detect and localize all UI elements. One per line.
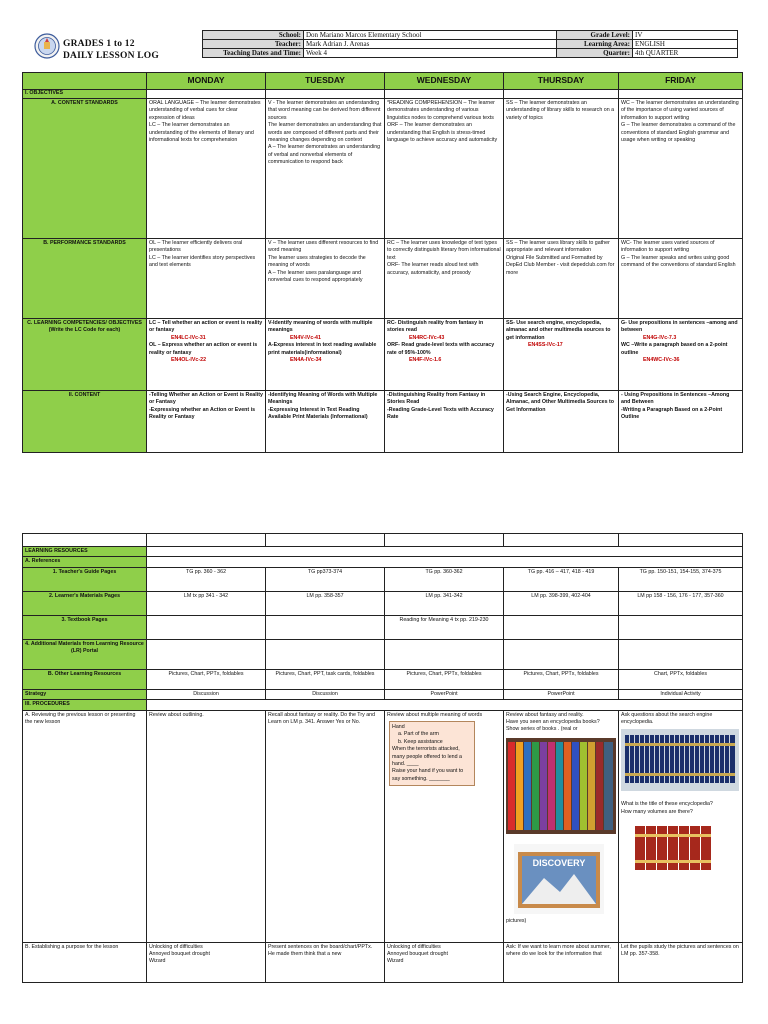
lc-code: EN4G-IVc-7.3 xyxy=(643,334,677,341)
learning-resources-row xyxy=(23,547,743,557)
additional-materials-mon xyxy=(147,639,266,669)
other-resources-fri: Chart, PPTx, foldables xyxy=(619,669,743,689)
competencies-wed xyxy=(385,319,504,391)
competency-text: LC – Tell whether an action or event is reality or fantasy xyxy=(149,320,263,334)
encyclopedia-set-image xyxy=(621,729,739,791)
strategy-thu: PowerPoint xyxy=(504,689,619,699)
band-cell xyxy=(266,90,385,99)
learning-area-label: Learning Area: xyxy=(557,40,633,49)
learning-resources-label: LEARNING RESOURCES xyxy=(23,547,147,557)
performance-standards-tue: V – The learner uses different resources to find word meaning The learner uses strategies to decode the meaning of words A – The learner uses paralanguage and nonverbal cues to respond appropriately xyxy=(266,239,385,319)
deped-seal-logo xyxy=(34,33,60,59)
lm-pages-fri: LM pp 158 - 156, 176 - 177, 357-360 xyxy=(619,591,743,615)
review-tue: Recall about fantasy or reality. Do the Try and Learn on LM p. 341. Answer Yes or No. xyxy=(266,710,385,942)
band-cell xyxy=(504,90,619,99)
review-wed xyxy=(385,710,504,942)
title-line-2: DAILY LESSON LOG xyxy=(63,51,159,61)
info-table xyxy=(202,30,738,58)
content-standards-mon: ORAL LANGUAGE – The learner demonstrates understanding of verbal cues for clear expression of ideas LC – The learner demonstrates an understanding of the elements of literary and informational texts for comprehension xyxy=(147,99,266,239)
blank-cell xyxy=(23,534,147,547)
competency-text: OL – Express whether an action or event is reality or fantasy xyxy=(149,342,258,356)
day-tuesday: TUESDAY xyxy=(266,73,385,90)
content-tue: -Identifying Meaning of Words with Multiple Meanings -Expressing Interest in Text Reading Available Print Materials (Informational) xyxy=(266,391,385,453)
review-thu-end: pictures) xyxy=(506,917,527,924)
learning-area-value: ENGLISH xyxy=(633,40,738,49)
references-row xyxy=(23,557,743,567)
competency-text: V-Identify meaning of words with multiple meanings xyxy=(268,320,373,334)
lm-pages-row xyxy=(23,591,743,615)
tg-pages-tue: TG pp373-374 xyxy=(266,567,385,591)
blank-cell xyxy=(619,534,743,547)
additional-materials-wed xyxy=(385,639,504,669)
discovery-label: DISCOVERY xyxy=(532,857,586,868)
purpose-row xyxy=(23,942,743,982)
tg-pages-thu: TG pp. 416 – 417, 418 - 419 xyxy=(504,567,619,591)
content-standards-fri: WC – The learner demonstrates an understanding of the importance of using varied sources of information to support writing G – The learner demonstrates a command of the conventions of standard English grammar and usage when writing or speaking xyxy=(619,99,743,239)
other-resources-thu: Pictures, Chart, PPTx, foldables xyxy=(504,669,619,689)
hand-meaning-b: b. Keep assistance xyxy=(398,738,443,745)
day-monday: MONDAY xyxy=(147,73,266,90)
grade-level-value: IV xyxy=(633,31,738,40)
performance-standards-row xyxy=(23,239,743,319)
competencies-fri xyxy=(619,319,743,391)
additional-materials-fri xyxy=(619,639,743,669)
hand-box-title: Hand xyxy=(392,724,405,731)
info-row-teacher xyxy=(203,40,738,49)
additional-materials-tue xyxy=(266,639,385,669)
review-mon: Review about outlining. xyxy=(147,710,266,942)
lc-code: EN4LC-IVc-31 xyxy=(171,334,206,341)
purpose-mon: Unlocking of difficulties Annoyed bouquet drought Wizard xyxy=(147,942,266,982)
lm-pages-tue: LM pp. 358-357 xyxy=(266,591,385,615)
info-row-school xyxy=(203,31,738,40)
references-label: A. References xyxy=(23,557,147,567)
hand-sentence-1: When the terrorists attacked, many people offered to lend a hand. ____ xyxy=(392,746,462,768)
title-line-1: GRADES 1 to 12 xyxy=(63,39,135,49)
competency-text: SS- Use search engine, encyclopedia, almanac and other multimedia sources to get information xyxy=(506,320,611,341)
lc-code: EN4V-IVc-41 xyxy=(290,334,321,341)
review-fri-questions: What is the title of these encyclopedia? How many volumes are there? xyxy=(621,801,713,815)
content-standards-wed: *READING COMPREHENSION – The learner demonstrates understanding of various linguistics nodes to comprehend various texts ORF – The learner demonstrates an understanding that English is stress-timed language to achieve accuracy and automaticity xyxy=(385,99,504,239)
content-row xyxy=(23,391,743,453)
hand-word-box xyxy=(389,721,475,786)
lc-code: EN4A-IVc-34 xyxy=(290,357,322,364)
strategy-fri: Individual Activity xyxy=(619,689,743,699)
colorful-books-image xyxy=(506,738,616,834)
content-mon: -Telling Whether an Action or Event is Reality or Fantasy -Expressing whether an Action or Event is Reality or Fantasy xyxy=(147,391,266,453)
day-thursday: THURSDAY xyxy=(504,73,619,90)
performance-standards-label: B. PERFORMANCE STANDARDS xyxy=(23,239,147,319)
lm-pages-mon: LM tx pp 341 - 342 xyxy=(147,591,266,615)
objectives-section-row xyxy=(23,90,743,99)
procedures-span xyxy=(147,700,743,710)
strategy-wed: PowerPoint xyxy=(385,689,504,699)
tg-pages-fri: TG pp. 150-151, 154-155, 374-375 xyxy=(619,567,743,591)
teacher-label: Teacher: xyxy=(203,40,304,49)
discovery-encyclopedia-image xyxy=(514,844,604,914)
references-span xyxy=(147,557,743,567)
review-row xyxy=(23,710,743,942)
competencies-mon xyxy=(147,319,266,391)
content-fri: - Using Prepositions in Sentences –Among and Between -Writing a Paragraph Based on a 2-Point Outline xyxy=(619,391,743,453)
performance-standards-mon: OL – The learner efficiently delivers oral presentations LC – The learner identifies story perspectives and text elements xyxy=(147,239,266,319)
textbook-pages-wed: Reading for Meaning 4 tx pp. 219-230 xyxy=(385,615,504,639)
review-wed-text: Review about multiple meaning of words xyxy=(387,711,483,718)
competency-text: A-Express interest in text reading available print materials(informational) xyxy=(268,342,377,356)
textbook-pages-fri xyxy=(619,615,743,639)
content-standards-thu: SS – The learner demonstrates an understanding of library skills to research on a variety of topics xyxy=(504,99,619,239)
strategy-tue: Discussion xyxy=(266,689,385,699)
other-resources-mon: Pictures, Chart, PPTx, foldables xyxy=(147,669,266,689)
other-resources-label: B. Other Learning Resources xyxy=(23,669,147,689)
school-value: Don Mariano Marcos Elementary School xyxy=(304,31,557,40)
performance-standards-wed: RC – The learner uses knowledge of text types to correctly distinguish literary from informational text ORF- The learner reads aloud text with accuracy, automaticity, and prosody xyxy=(385,239,504,319)
tg-pages-mon: TG pp. 360 - 362 xyxy=(147,567,266,591)
strategy-mon: Discussion xyxy=(147,689,266,699)
log-title xyxy=(63,38,159,62)
procedures-label: III. PROCEDURES xyxy=(23,700,147,710)
blank-cell xyxy=(504,534,619,547)
info-row-dates xyxy=(203,49,738,58)
textbook-pages-thu xyxy=(504,615,619,639)
competency-text: ORF- Read grade-level texts with accuracy rate of 95%-100% xyxy=(387,342,495,356)
competencies-label: C. LEARNING COMPETENCIES/ OBJECTIVES (Write the LC Code for each) xyxy=(23,319,147,391)
purpose-thu: Ask: If we want to learn more about summer, where do we look for the information that xyxy=(504,942,619,982)
review-label: A. Reviewing the previous lesson or presenting the new lesson xyxy=(23,710,147,942)
review-fri-text: Ask questions about the search engine encyclopedia. xyxy=(621,711,713,726)
lc-code: EN4WC-IVc-36 xyxy=(643,357,680,364)
days-corner xyxy=(23,73,147,90)
competency-text: RC- Distinguish reality from fantasy in stories read xyxy=(387,320,484,334)
objectives-grid xyxy=(22,72,743,453)
competencies-row xyxy=(23,319,743,391)
textbook-pages-tue xyxy=(266,615,385,639)
textbook-pages-row xyxy=(23,615,743,639)
additional-materials-row xyxy=(23,639,743,669)
blank-header-row xyxy=(23,534,743,547)
days-header-row xyxy=(23,73,743,90)
content-standards-tue: V - The learner demonstrates an understanding that word meaning can be derived from different sources The learner demonstrates an understanding that words are composed of different parts and their meaning changes depending on context A – The learner demonstrates an understanding of verbal and nonverbal elements of communication to respond back xyxy=(266,99,385,239)
lc-code: EN4RC-IVc-43 xyxy=(409,334,445,341)
blank-cell xyxy=(266,534,385,547)
blank-cell xyxy=(147,534,266,547)
band-cell xyxy=(619,90,743,99)
strategy-row xyxy=(23,689,743,699)
other-resources-tue: Pictures, Chart, PPT, task cards, foldables xyxy=(266,669,385,689)
lc-code: EN4SS-IVc-17 xyxy=(528,342,563,349)
day-wednesday: WEDNESDAY xyxy=(385,73,504,90)
procedures-row xyxy=(23,700,743,710)
dates-value: Week 4 xyxy=(304,49,557,58)
review-thu xyxy=(504,710,619,942)
blank-cell xyxy=(385,534,504,547)
quarter-label: Quarter: xyxy=(557,49,633,58)
learning-resources-span xyxy=(147,547,743,557)
purpose-tue: Present sentences on the board/chart/PPTx. He made them think that a new xyxy=(266,942,385,982)
content-label: II. CONTENT xyxy=(23,391,147,453)
tg-pages-wed: TG pp. 360-362 xyxy=(385,567,504,591)
red-encyclopedia-image xyxy=(631,820,715,876)
purpose-wed: Unlocking of difficulties Annoyed bouquet drought Wizard xyxy=(385,942,504,982)
additional-materials-label: 4. Additional Materials from Learning Resource (LR) Portal xyxy=(23,639,147,669)
purpose-fri: Let the pupils study the pictures and sentences on LM pp. 357-358. xyxy=(619,942,743,982)
procedures-grid xyxy=(22,533,743,983)
lm-pages-thu: LM pp. 398-399, 402-404 xyxy=(504,591,619,615)
content-standards-row xyxy=(23,99,743,239)
school-label: School: xyxy=(203,31,304,40)
competencies-tue xyxy=(266,319,385,391)
teacher-value: Mark Adrian J. Arenas xyxy=(304,40,557,49)
review-thu-text: Review about fantasy and reality. Have you seen an encyclopedia books? Show series of books . (real or xyxy=(506,711,600,733)
dates-label: Teaching Dates and Time: xyxy=(203,49,304,58)
lm-pages-wed: LM pp. 341-342 xyxy=(385,591,504,615)
textbook-pages-mon xyxy=(147,615,266,639)
performance-standards-thu: SS – The learner uses library skills to gather appropriate and relevant information Original File Submitted and Formatted by DepEd Club Member - visit depedclub.com for more xyxy=(504,239,619,319)
competency-text: G- Use prepositions in sentences –among and between xyxy=(621,320,738,334)
strategy-label: Strategy xyxy=(23,689,147,699)
band-cell xyxy=(385,90,504,99)
grade-level-label: Grade Level: xyxy=(557,31,633,40)
hand-sentence-2: Raise your hand if you want to say something. _______ xyxy=(392,768,464,782)
content-standards-label: A. CONTENT STANDARDS xyxy=(23,99,147,239)
band-cell xyxy=(147,90,266,99)
quarter-value: 4th QUARTER xyxy=(633,49,738,58)
lc-code: EN4OL-IVc-22 xyxy=(171,357,207,364)
competency-text: WC –Write a paragraph based on a 2-point outline xyxy=(621,342,728,356)
objectives-section-label: I. OBJECTIVES xyxy=(23,90,147,99)
other-resources-wed: Pictures, Chart, PPTx, foldables xyxy=(385,669,504,689)
competencies-thu xyxy=(504,319,619,391)
lm-pages-label: 2. Learner's Materials Pages xyxy=(23,591,147,615)
content-thu: -Using Search Engine, Encyclopedia, Almanac, and Other Multimedia Sources to Get Information xyxy=(504,391,619,453)
tg-pages-label: 1. Teacher's Guide Pages xyxy=(23,567,147,591)
performance-standards-fri: WC- The learner uses varied sources of information to support writing G – The learner speaks and writes using good command of the conventions of standard English xyxy=(619,239,743,319)
other-resources-row xyxy=(23,669,743,689)
lc-code: EN4F-IVc-1.6 xyxy=(409,357,442,364)
hand-meaning-a: a. Part of the arm xyxy=(398,731,439,738)
purpose-label: B. Establishing a purpose for the lesson xyxy=(23,942,147,982)
day-friday: FRIDAY xyxy=(619,73,743,90)
review-fri xyxy=(619,710,743,942)
additional-materials-thu xyxy=(504,639,619,669)
tg-pages-row xyxy=(23,567,743,591)
textbook-pages-label: 3. Textbook Pages xyxy=(23,615,147,639)
content-wed: -Distinguishing Reality from Fantasy in Stories Read -Reading Grade-Level Texts with Accuracy Rate xyxy=(385,391,504,453)
